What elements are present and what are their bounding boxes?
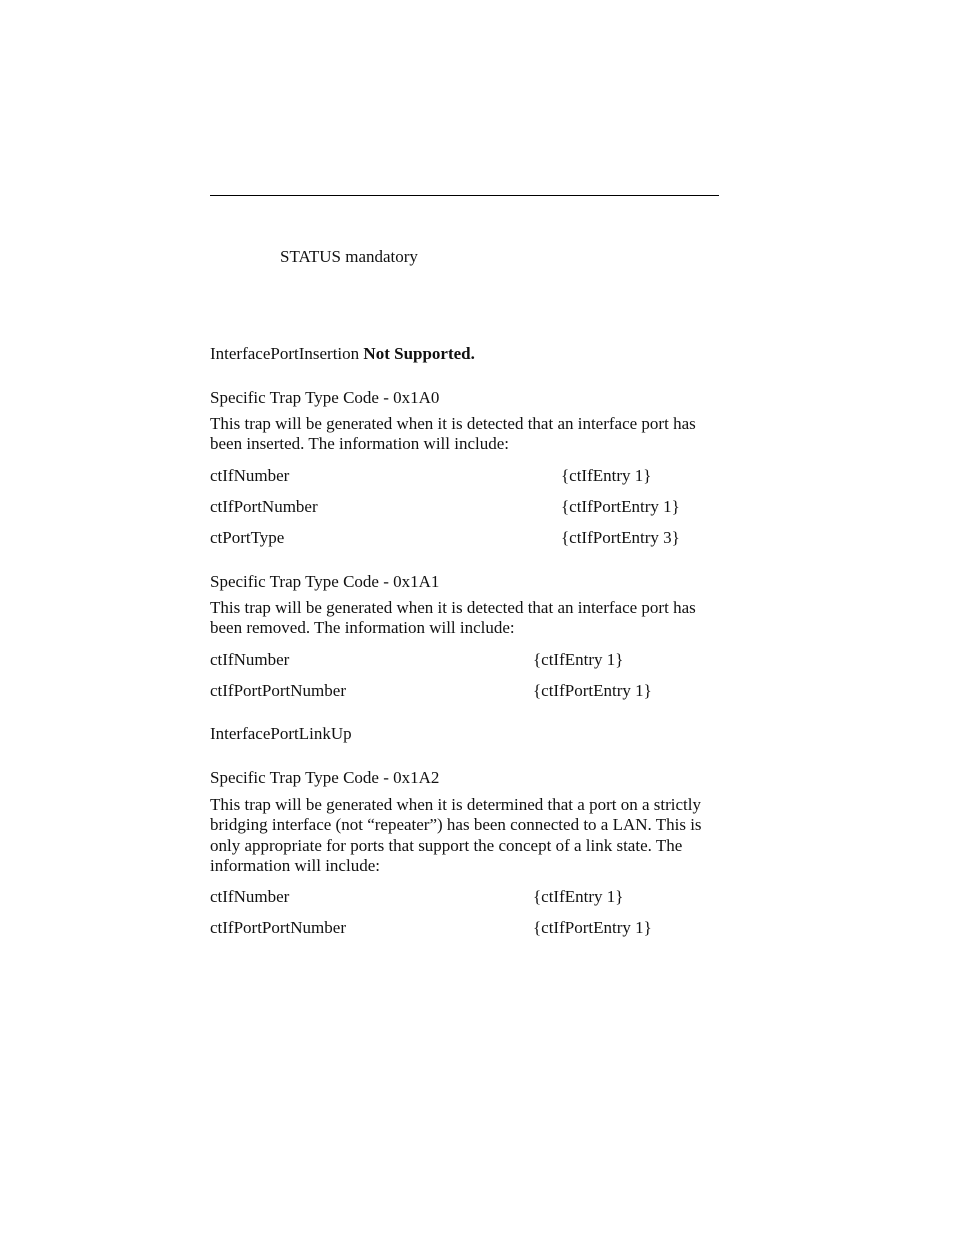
trap-code: Specific Trap Type Code - 0x1A1 [210, 572, 440, 591]
var-name: ctPortType [210, 528, 285, 547]
trap-description: This trap will be generated when it is determined that a port on a strictly bridging interface (not “repeater”) has been connected to a LAN. This is only appropriate for ports that support the concept of a link state. The information will include: [210, 795, 702, 875]
support-note: Not Supported. [363, 344, 475, 363]
var-oid: {ctIfPortEntry 1} [533, 918, 652, 937]
trap-description: This trap will be generated when it is detected that an interface port has been inserted. The information will include: [210, 414, 696, 454]
var-name: ctIfPortPortNumber [210, 918, 346, 937]
var-oid: {ctIfPortEntry 1} [561, 497, 680, 516]
var-name: ctIfPortNumber [210, 497, 318, 516]
var-name: ctIfNumber [210, 466, 290, 485]
var-oid: {ctIfEntry 1} [533, 887, 624, 906]
trap-code: Specific Trap Type Code - 0x1A2 [210, 768, 440, 787]
var-name: ctIfPortPortNumber [210, 681, 346, 700]
header-rule [210, 195, 719, 196]
trap-code: Specific Trap Type Code - 0x1A0 [210, 388, 440, 407]
trap-name: InterfacePortInsertion [210, 344, 360, 363]
status-line: STATUS mandatory [280, 247, 418, 266]
var-oid: {ctIfEntry 1} [561, 466, 652, 485]
trap-heading-interface-port-link-up: InterfacePortLinkUp [210, 724, 352, 743]
trap-description: This trap will be generated when it is detected that an interface port has been removed. The information will include: [210, 598, 696, 638]
var-oid: {ctIfEntry 1} [533, 650, 624, 669]
var-name: ctIfNumber [210, 887, 290, 906]
trap-heading-interface-port-insertion [210, 344, 475, 364]
var-oid: {ctIfPortEntry 1} [533, 681, 652, 700]
var-name: ctIfNumber [210, 650, 290, 669]
var-oid: {ctIfPortEntry 3} [561, 528, 680, 547]
